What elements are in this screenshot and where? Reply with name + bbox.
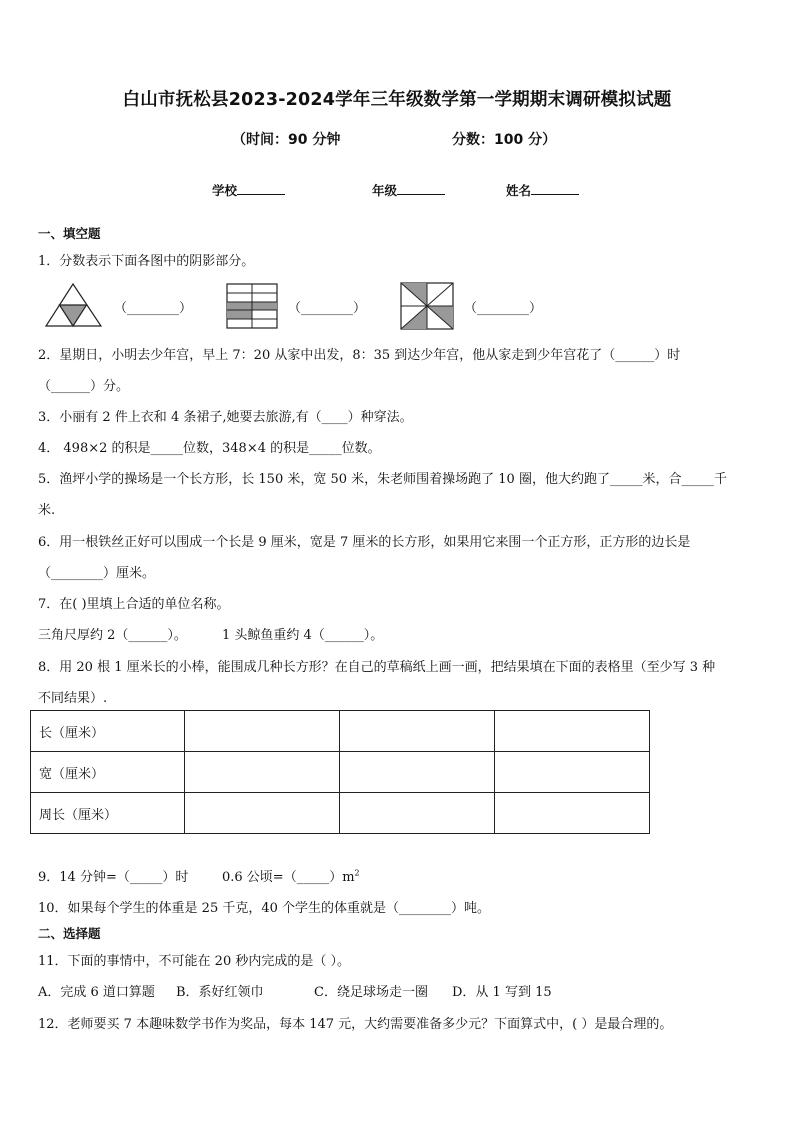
table-row <box>31 793 650 834</box>
table-cell[interactable] <box>340 752 495 793</box>
question-6-line-1: 6．用一根铁丝正好可以围成一个长是 9 厘米，宽是 7 厘米的长方形，如果用它来围一个正方形，正方形的边长是 <box>38 535 691 550</box>
row-header-length: 长（厘米） <box>31 711 185 752</box>
question-3: 3．小丽有 2 件上衣和 4 条裙子,她要去旅游,有（____）种穿法。 <box>38 410 413 425</box>
question-7-line-1: 7．在( )里填上合适的单位名称。 <box>38 597 230 612</box>
page-title: 白山市抚松县2023-2024学年三年级数学第一学期期末调研模拟试题 <box>122 90 672 110</box>
name-label: 姓名 <box>506 183 532 198</box>
question-9-part-1: 9．14 分钟=（_____）时 <box>38 870 189 885</box>
option-d[interactable]: D．从 1 写到 15 <box>452 985 552 1000</box>
question-8-line-1: 8．用 20 根 1 厘米长的小棒，能围成几种长方形？在自己的草稿纸上画一画，把结果填在下面的表格里（至少写 3 种 <box>38 660 716 675</box>
option-b[interactable]: B．系好红领巾 <box>176 985 264 1000</box>
question-5-line-1: 5．渔坪小学的操场是一个长方形，长 150 米，宽 50 米，朱老师围着操场跑了 10 圈，他大约跑了_____米，合_____千 <box>38 472 727 487</box>
question-12: 12．老师要买 7 本趣味数学书作为奖品，每本 147 元，大约需要准备多少元？下面算式中，( ）是最合理的。 <box>38 1017 673 1032</box>
q1-answer-blank-1[interactable]: （________） <box>114 301 193 316</box>
table-cell[interactable] <box>495 793 650 834</box>
table-cell[interactable] <box>185 752 340 793</box>
grade-field[interactable] <box>372 181 445 199</box>
option-a[interactable]: A．完成 6 道口算题 <box>38 985 155 1000</box>
option-c[interactable]: C．绕足球场走一圈 <box>314 985 428 1000</box>
question-4: 4． 498×2 的积是_____位数，348×4 的积是_____位数。 <box>38 441 381 456</box>
table-cell[interactable] <box>185 711 340 752</box>
q1-answer-blank-3[interactable]: （________） <box>464 301 543 316</box>
shaded-strip-half <box>227 310 252 319</box>
name-field[interactable] <box>506 181 579 199</box>
table-cell[interactable] <box>495 752 650 793</box>
question-8-line-2: 不同结果）. <box>38 691 108 706</box>
table-cell[interactable] <box>340 711 495 752</box>
grade-label: 年级 <box>372 183 398 198</box>
table-row <box>31 752 650 793</box>
section-choice-heading: 二、选择题 <box>38 926 101 941</box>
question-9-part-2: 0.6 公顷$=(\_\_\_\_\_)m^2$ <box>222 868 360 885</box>
square-sectors-figure <box>400 282 454 330</box>
question-6-line-2: （________）厘米。 <box>38 566 156 581</box>
exam-score: 分数：100 分） <box>452 132 557 148</box>
rectangle-strips-figure <box>226 283 278 329</box>
exam-time: （时间：90 分钟 <box>232 132 341 148</box>
section-fill-blank-heading: 一、填空题 <box>38 226 101 241</box>
triangle-figure <box>44 282 104 328</box>
row-header-width: 宽（厘米） <box>31 752 185 793</box>
question-2-line-1: 2．星期日，小明去少年宫，早上 7：20 从家中出发，8：35 到达少年宫，他从家走到少年宫花了（______）时 <box>38 348 681 363</box>
table-row <box>31 711 650 752</box>
school-label: 学校 <box>212 183 238 198</box>
table-cell[interactable] <box>495 711 650 752</box>
row-header-perimeter: 周长（厘米） <box>31 793 185 834</box>
question-11: 11．下面的事情中，不可能在 20 秒内完成的是（ ）。 <box>38 954 350 969</box>
table-cell[interactable] <box>185 793 340 834</box>
answer-table <box>30 710 650 834</box>
question-1: 1．分数表示下面各图中的阴影部分。 <box>38 254 255 269</box>
table-cell[interactable] <box>340 793 495 834</box>
question-7-part-1: 三角尺厚约 2（______）。 <box>38 628 187 643</box>
question-2-line-2: （______）分。 <box>38 379 130 394</box>
q1-answer-blank-2[interactable]: （________） <box>288 301 367 316</box>
question-7-part-2: 1 头鲸鱼重约 4（______）。 <box>222 628 384 643</box>
question-5-line-2: 米. <box>38 503 56 518</box>
school-field[interactable] <box>212 181 285 199</box>
question-10: 10．如果每个学生的体重是 25 千克，40 个学生的体重就是（________）吨。 <box>38 901 491 916</box>
